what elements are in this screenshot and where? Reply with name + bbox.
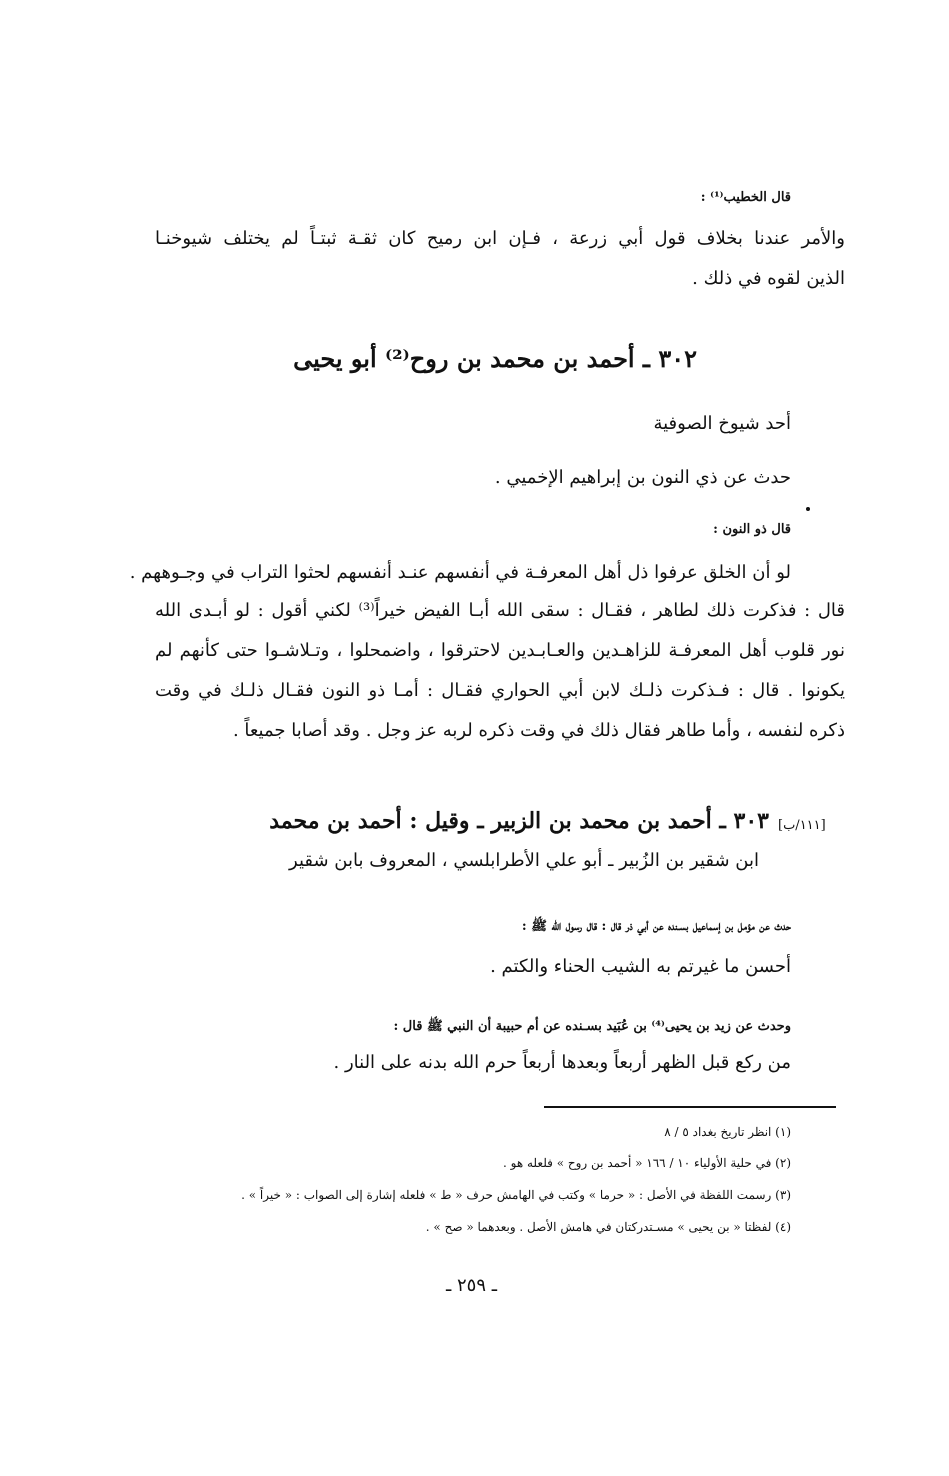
footnote-3: (٣) رسمت اللفظة في الأصل : « حرما » وكتب في الهامش حرف « ط » فلعله إشارة إلى الصواب : « خيراً » . xyxy=(241,1188,791,1202)
hadith-1-isnad: حدث عن مؤمل بن إسماعيل بسـنده عن أبي ذر قال : قال رسول الله ﷺ : xyxy=(521,919,791,934)
entry-303-heading: ٣٠٣ ـ أحمد بن محمد بن الزبير ـ وقيل : أحمد بن محمد xyxy=(269,808,769,834)
page-number: ـ ٢٥٩ ـ xyxy=(446,1275,498,1296)
intro-line-2: الذين لقوه في ذلك . xyxy=(692,268,845,289)
mark-dot xyxy=(806,507,810,511)
hadith-2-matn: من ركع قبل الظهر أربعاً وبعدها أربعاً حرم الله بدنه على النار . xyxy=(333,1052,791,1073)
entry-302-line-4: يكونوا . قال : فـذكرت ذلـك لابن أبي الحواري فقـال : أمـا ذو النون فقـال ذلـك في وقت xyxy=(155,680,845,701)
hadith-1-matn: أحسن ما غيرتم به الشيب الحناء والكتم . xyxy=(490,956,791,977)
entry-303-subheading: ابن شقير بن الزُبير ـ أبو علي الأطرابلسي ، المعروف بابن شقير xyxy=(289,850,759,871)
intro-label: قال الخطيب⁽¹⁾ : xyxy=(700,190,791,205)
entry-302-label: قال ذو النون : xyxy=(713,522,791,537)
footnote-4: (٤) لفظتا « بن يحيى » مسـتدركتان في هامش الأصل . وبعدهما « صح » . xyxy=(425,1220,791,1234)
folio-marker: [١١١/ب] xyxy=(778,818,826,833)
entry-302-heading: ٣٠٢ ـ أحمد بن محمد بن روح⁽²⁾ أبو يحيى xyxy=(293,344,697,373)
entry-302-line-3: نور قلوب أهل المعرفـة للزاهـدين والعـابـدين لاحترقوا ، واضمحلوا ، وتـلاشـوا حتى كأنهم لم xyxy=(155,640,845,661)
footnote-2: (٢) في حلية الأولياء ١٠ / ١٦٦ « أحمد بن روح » فلعله هو . xyxy=(503,1156,791,1170)
entry-302-line-2: قال : فذكرت ذلك لطاهر ، فقـال : سقى الله أبـا الفيض خيراً⁽³⁾ لكني أقول : لو أبـدى الله xyxy=(155,600,845,621)
intro-line-1: والأمر عندنا بخلاف قول أبي زرعة ، فـإن ابن رميح كان ثقـة ثبتـاً لم يختلف شيوخنـا xyxy=(155,228,845,249)
entry-302-line-5: ذكره لنفسه ، وأما طاهر فقال ذلك في وقت ذكره لربه عز وجل . وقد أصابا جميعاً . xyxy=(232,720,845,741)
hadith-2-isnad: وحدث عن زيد بن يحيى⁽⁴⁾ بن عُبَيد بسـنده عن أم حبيبة أن النبي ﷺ قال : xyxy=(393,1019,791,1034)
footnote-separator xyxy=(544,1106,836,1108)
footnote-1: (١) انظر تاريخ بغداد ٥ / ٨ xyxy=(664,1125,791,1139)
entry-302-hadith: حدث عن ذي النون بن إبراهيم الإخميي . xyxy=(494,467,791,488)
entry-302-line-1: لو أن الخلق عرفوا ذل أهل المعرفـة في أنفسهم عنـد أنفسهم لحثوا التراب في وجـوههم . xyxy=(129,562,791,583)
entry-302-description: أحد شيوخ الصوفية xyxy=(653,413,791,434)
